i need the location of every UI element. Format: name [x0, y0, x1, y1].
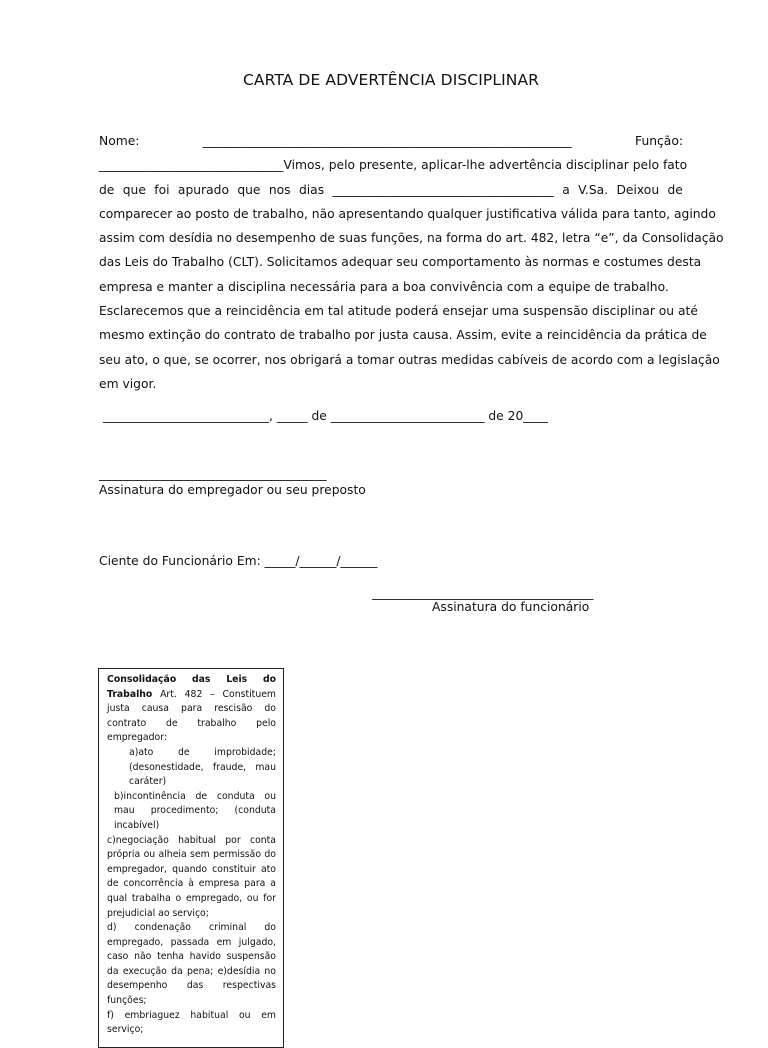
employee-acknowledgement-line: Ciente do Funcionário Em: _____/______/______ — [99, 554, 378, 568]
body-word: Função: — [635, 134, 683, 148]
clt-item-c: c)negociação habitual por conta própria ou alheia sem permissão do empregador, quando constituir ato de concorrência à empresa para a qual trabalha o empregado, ou for prejudicial ao serviço; — [107, 834, 276, 919]
body-word: das Leis do Trabalho (CLT). Solicitamos adequar seu comportamento às normas e costumes desta — [99, 255, 702, 270]
clt-intro-paragraph — [107, 673, 276, 746]
employee-signature-label: Assinatura do funcionário — [432, 600, 590, 614]
body-line — [99, 250, 702, 274]
body-word: nos — [268, 182, 291, 197]
body-line — [99, 129, 683, 153]
date-line: ___________________________, _____ de _________________________ de 20____ — [103, 409, 548, 423]
body-line — [99, 299, 698, 323]
body-word: comparecer ao posto de trabalho, não apresentando qualquer justificativa válida para tanto, agindo — [99, 206, 716, 221]
letter-body — [99, 129, 724, 396]
body-word: Vimos, pelo presente, aplicar-lhe advertência disciplinar pelo fato — [283, 158, 688, 173]
body-word: ____________________________________________________________ — [202, 134, 572, 148]
body-line — [99, 348, 720, 372]
body-word: Nome: — [99, 134, 140, 148]
body-word: mesmo extinção do contrato de trabalho por justa causa. Assim, evite a reincidência da prática de — [99, 328, 707, 343]
body-line — [99, 202, 716, 226]
body-word: Esclarecemos que a reincidência em tal atitude poderá ensejar uma suspensão disciplinar ou até — [99, 304, 698, 319]
body-line — [99, 226, 724, 250]
body-word: empresa e manter a disciplina necessária para a boa convivência com a equipe de trabalho. — [99, 279, 669, 294]
clt-item-b: b)incontinência de conduta ou mau procedimento; (conduta incabível) — [114, 790, 276, 831]
body-word: que — [122, 182, 146, 197]
body-word: assim com desídia no desempenho de suas funções, na forma do art. 482, letra “e”, da Consolidação — [99, 231, 724, 246]
clt-item-f: f) embriaguez habitual ou em serviço; — [107, 1009, 276, 1036]
employer-signature-line: _____________________________________ — [99, 467, 327, 481]
body-word: de — [667, 182, 683, 197]
clt-article-box — [98, 668, 284, 1048]
body-word: V.Sa. — [578, 182, 609, 197]
body-word: foi — [154, 182, 170, 197]
body-word: dias — [298, 182, 325, 197]
clt-item-a: a)ato de improbidade; (desonestidade, fraude, mau caráter) — [129, 746, 276, 788]
body-line — [99, 178, 683, 202]
body-word: ______________________________ — [99, 158, 284, 173]
body-word: seu ato, o que, se ocorrer, nos obrigará a tomar outras medidas cabíveis de acordo com a legislação — [99, 352, 720, 367]
body-word: de — [99, 182, 115, 197]
body-word: apurado — [177, 182, 229, 197]
clt-item-d: d) condenação criminal do empregado, passada em julgado, caso não tenha havido suspensão da execução da pena; e)desídia no desempenho das respectivas funções; — [107, 922, 276, 1007]
body-line — [99, 275, 683, 299]
body-word: Deixou — [616, 182, 660, 197]
body-word: ____________________________________ — [332, 182, 554, 197]
body-word: que — [237, 182, 261, 197]
body-last-line: em vigor. — [99, 376, 157, 391]
document-title: CARTA DE ADVERTÊNCIA DISCIPLINAR — [242, 71, 540, 89]
clt-intro: Art. 482 – Constituem justa causa para rescisão do contrato de trabalho pelo empregador: — [107, 688, 276, 744]
body-word: a — [562, 182, 570, 197]
employer-signature-label: Assinatura do empregador ou seu preposto — [99, 483, 366, 497]
body-line — [99, 323, 707, 347]
employee-signature-line: ____________________________________ — [372, 586, 594, 600]
body-line — [99, 153, 688, 177]
clt-heading: Consolidação das Leis do Trabalho — [107, 674, 276, 700]
